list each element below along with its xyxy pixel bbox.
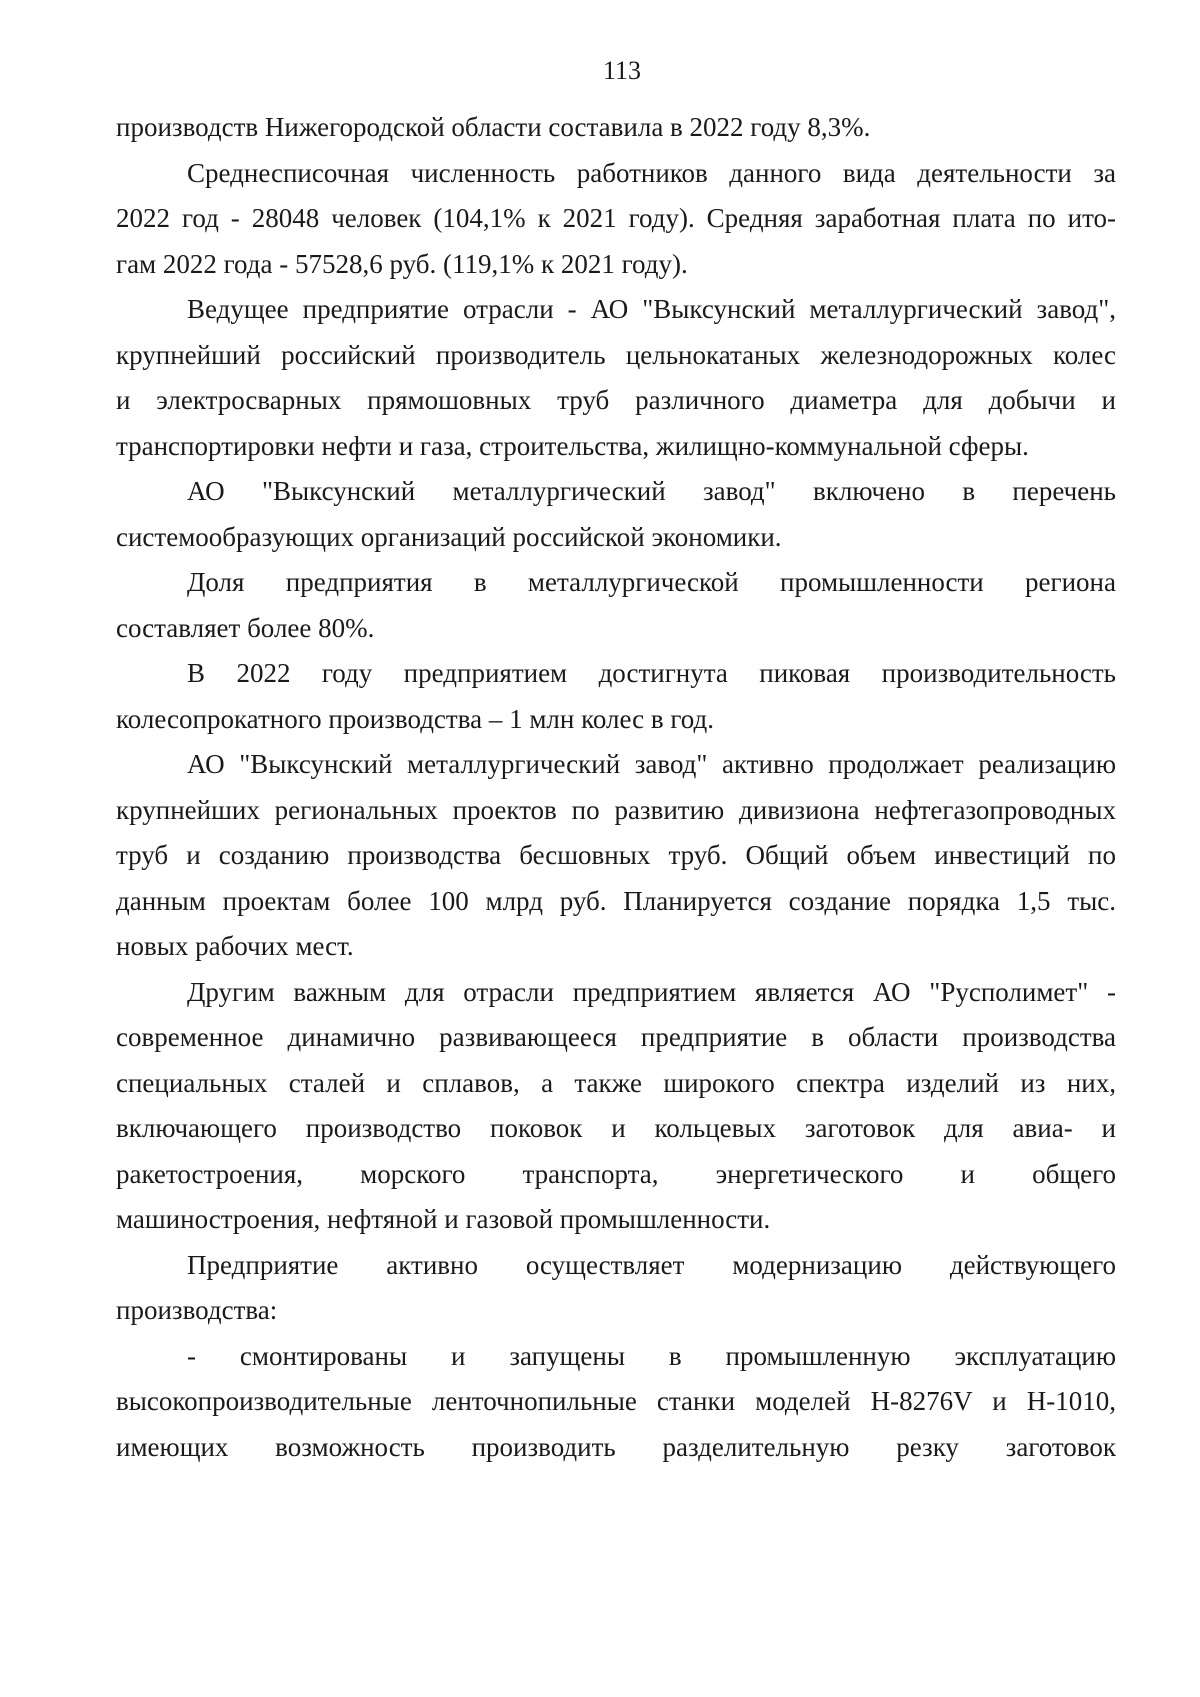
text-line: Среднесписочная численность работников данного вида деятельности за	[187, 157, 1116, 188]
paragraph	[116, 970, 1116, 1243]
text-line: Ведущее предприятие отрасли - АО "Выксунский металлургический завод",	[187, 294, 1116, 324]
document-body	[116, 105, 1116, 1470]
text-line: 2022 год - 28048 человек (104,1% к 2021 году). Средняя заработная плата по ито-	[116, 203, 1116, 233]
paragraph	[116, 151, 1116, 288]
text-line: крупнейший российский производитель цельнокатаных железнодорожных колес	[116, 339, 1116, 370]
text-line: Другим важным для отрасли предприятием является АО "Русполимет" -	[187, 976, 1116, 1007]
paragraph	[116, 105, 1116, 151]
paragraph	[116, 742, 1116, 970]
text-line: труб и созданию производства бесшовных труб. Общий объем инвестиций по	[116, 840, 1116, 870]
paragraph	[116, 469, 1116, 560]
text-line: высокопроизводительные ленточнопильные станки моделей H-8276V и H-1010,	[116, 1386, 1116, 1416]
text-line: АО "Выксунский металлургический завод" активно продолжает реализацию	[187, 749, 1116, 779]
page-number: 113	[602, 56, 642, 85]
text-line: новых рабочих мест.	[116, 931, 354, 961]
text-line: составляет более 80%.	[116, 612, 375, 643]
text-line: системообразующих организаций российской экономики.	[116, 521, 782, 552]
paragraph	[116, 287, 1116, 469]
text-line: имеющих возможность производить разделительную резку заготовок	[116, 1431, 1116, 1462]
text-line: ракетостроения, морского транспорта, энергетического и общего	[116, 1158, 1116, 1189]
text-line: Доля предприятия в металлургической промышленности региона	[187, 567, 1116, 597]
text-line: транспортировки нефти и газа, строительства, жилищно-коммунальной сферы.	[116, 430, 1029, 461]
text-line: колесопрокатного производства – 1 млн колес в год.	[116, 703, 714, 734]
text-line: гам 2022 года - 57528,6 руб. (119,1% к 2021 году).	[116, 248, 688, 279]
text-line: В 2022 году предприятием достигнута пиковая производительность	[187, 658, 1116, 688]
paragraph	[116, 1243, 1116, 1334]
text-line: производства:	[116, 1295, 278, 1325]
text-line: современное динамично развивающееся предприятие в области производства	[116, 1022, 1116, 1052]
text-line: крупнейших региональных проектов по развитию дивизиона нефтегазопроводных	[116, 794, 1116, 825]
paragraph	[116, 560, 1116, 651]
text-line: производств Нижегородской области составила в 2022 году 8,3%.	[116, 112, 871, 142]
text-line: и электросварных прямошовных труб различного диаметра для добычи и	[116, 385, 1116, 415]
text-line: Предприятие активно осуществляет модернизацию действующего	[187, 1249, 1116, 1280]
paragraph	[116, 1334, 1116, 1471]
text-line: специальных сталей и сплавов, а также широкого спектра изделий из них,	[116, 1067, 1116, 1098]
text-line: - смонтированы и запущены в промышленную эксплуатацию	[187, 1340, 1116, 1371]
text-line: данным проектам более 100 млрд руб. Планируется создание порядка 1,5 тыс.	[116, 885, 1116, 916]
text-line: включающего производство поковок и кольцевых заготовок для авиа- и	[116, 1113, 1116, 1143]
text-line: машиностроения, нефтяной и газовой промышленности.	[116, 1204, 771, 1234]
paragraph	[116, 651, 1116, 742]
text-line: АО "Выксунский металлургический завод" включено в перечень	[187, 476, 1116, 506]
